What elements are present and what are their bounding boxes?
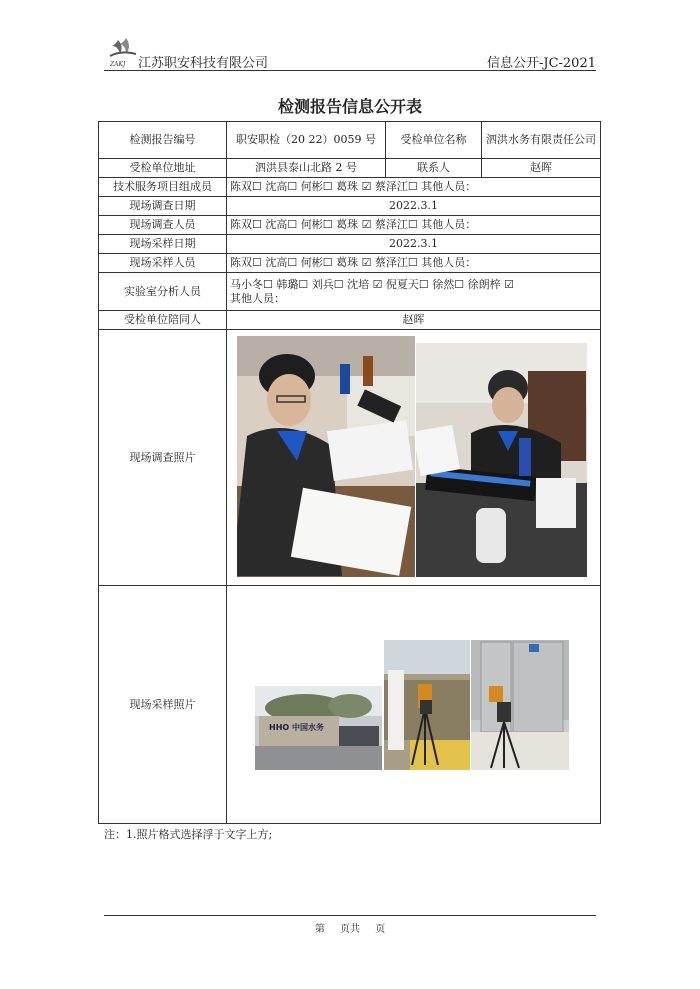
survey-photo-2	[416, 343, 587, 577]
sampling-date-label: 现场采样日期	[99, 235, 227, 254]
table-row	[99, 216, 601, 235]
sampling-photo-1	[255, 686, 382, 770]
lab-value-line2: 其他人员：	[230, 291, 285, 305]
footer-total-label: 页共	[340, 924, 360, 935]
client-value: 泗洪水务有限责任公司	[482, 122, 601, 159]
sampling-staff-label: 现场采样人员	[99, 254, 227, 273]
sign-text: HHO 中国水务	[269, 723, 324, 732]
footer-page-suffix: 页	[375, 924, 386, 935]
sampling-photo-2	[384, 640, 470, 770]
logo-text: ZAKJ	[110, 61, 126, 68]
survey-photo-label: 现场调查照片	[99, 330, 227, 586]
table-row	[99, 235, 601, 254]
contact-label: 联系人	[386, 159, 482, 178]
note-text: 注：1.照片格式选择浮于文字上方;	[104, 828, 273, 841]
report-no-value: 职安职检（20 22）0059 号	[227, 122, 386, 159]
doc-code: 信息公开-JC-2021	[486, 56, 596, 71]
team-value: 陈双☐ 沈高☐ 何彬☐ 葛珠 ☑ 蔡泽江☐ 其他人员：	[227, 178, 601, 197]
page-title: 检测报告信息公开表	[277, 97, 422, 116]
sampling-date-value: 2022.3.1	[227, 235, 601, 254]
company-logo	[104, 36, 142, 68]
sampling-staff-value: 陈双☐ 沈高☐ 何彬☐ 葛珠 ☑ 蔡泽江☐ 其他人员：	[227, 254, 601, 273]
footer-page-label: 第	[314, 924, 325, 935]
client-label: 受检单位名称	[386, 122, 482, 159]
table-row	[99, 178, 601, 197]
table-row	[99, 197, 601, 216]
survey-staff-label: 现场调查人员	[99, 216, 227, 235]
escort-value: 赵晖	[227, 311, 601, 330]
escort-label: 受检单位陪同人	[99, 311, 227, 330]
footer-rule	[104, 915, 596, 916]
table-row	[99, 122, 601, 159]
lab-value	[227, 273, 601, 311]
company-name: 江苏职安科技有限公司	[138, 56, 269, 71]
survey-date-label: 现场调查日期	[99, 197, 227, 216]
contact-value: 赵晖	[482, 159, 601, 178]
survey-staff-value: 陈双☐ 沈高☐ 何彬☐ 葛珠 ☑ 蔡泽江☐ 其他人员：	[227, 216, 601, 235]
team-label: 技术服务项目组成员	[99, 178, 227, 197]
sampling-photo-3	[471, 640, 569, 770]
table-row	[99, 254, 601, 273]
page-footer	[0, 920, 700, 935]
page-header	[104, 36, 596, 71]
table-row	[99, 159, 601, 178]
sampling-photo-label: 现场采样照片	[99, 586, 227, 824]
table-row	[99, 273, 601, 311]
address-label: 受检单位地址	[99, 159, 227, 178]
report-no-label: 检测报告编号	[99, 122, 227, 159]
survey-photo-1	[237, 336, 415, 577]
survey-date-value: 2022.3.1	[227, 197, 601, 216]
lab-value-line1: 马小冬☐ 韩璐☐ 刘兵☐ 沈培 ☑ 倪夏天☐ 徐然☐ 徐朗梓 ☑	[230, 277, 515, 291]
lab-label: 实验室分析人员	[99, 273, 227, 311]
address-value: 泗洪县泰山北路 2 号	[227, 159, 386, 178]
table-row	[99, 311, 601, 330]
